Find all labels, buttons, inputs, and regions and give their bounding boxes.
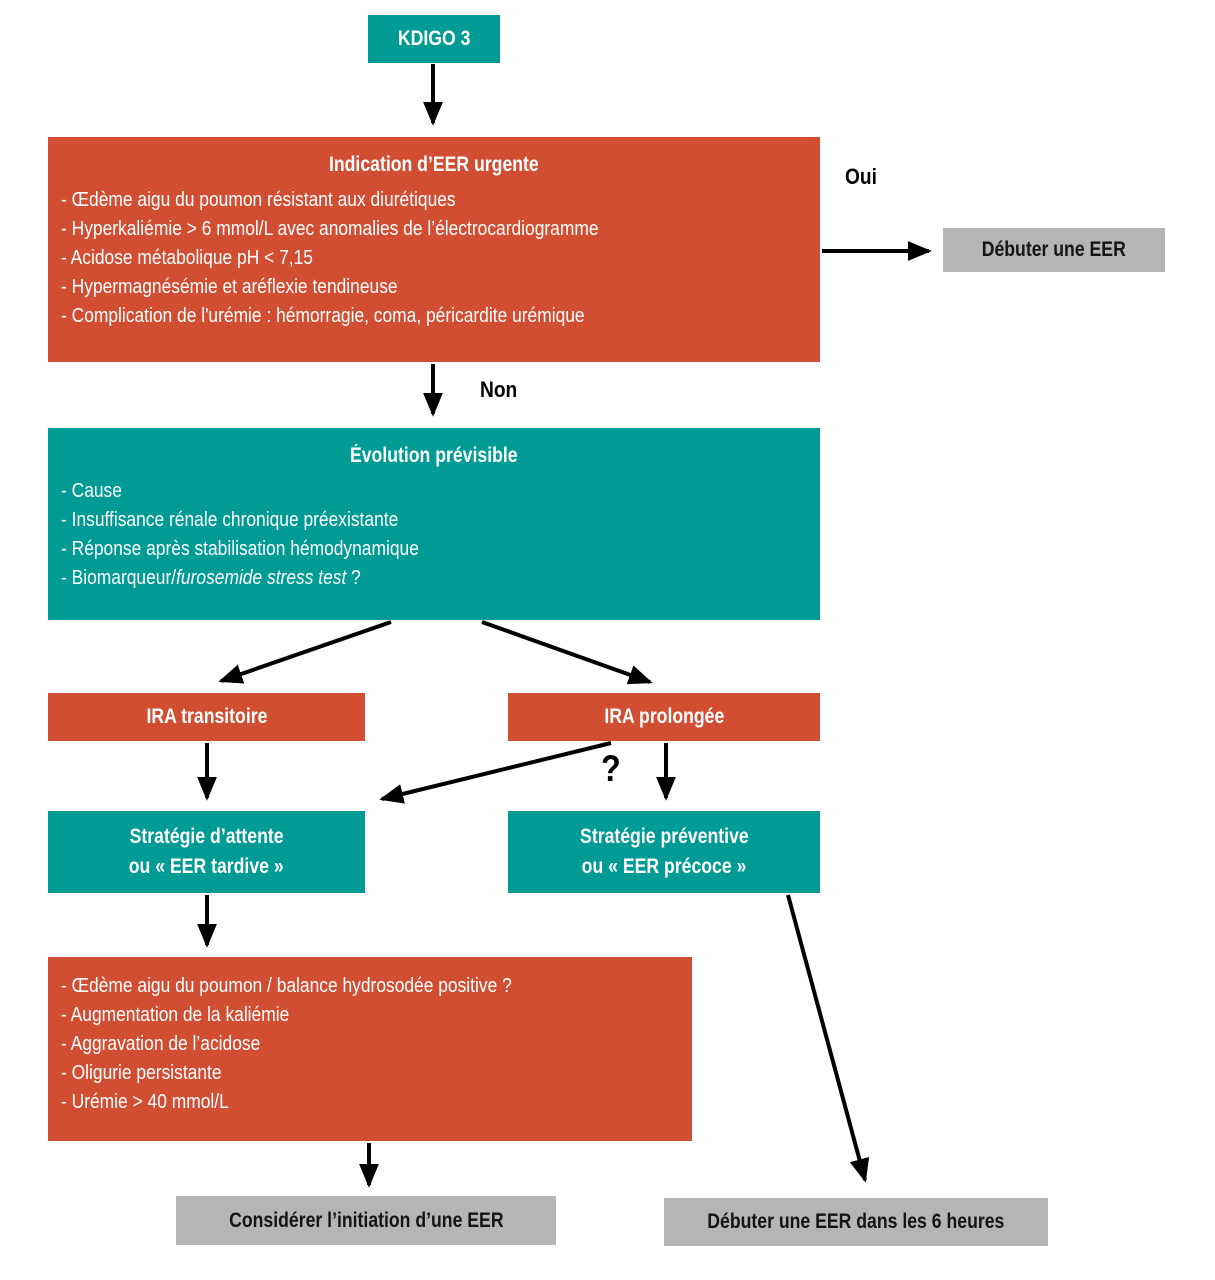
node-considerer-initiation-eer-label: Considérer l’initiation d’une EER: [228, 1208, 504, 1232]
node-evolution-list: [48, 477, 820, 593]
node-strategie-attente: [48, 811, 365, 893]
list-item: - Acidose métabolique pH < 7,15: [61, 247, 313, 269]
node-ira-prolongee-label: IRA prolongée: [604, 705, 724, 728]
list-item: - Œdème aigu du poumon / balance hydrosodée positive ?: [61, 975, 512, 997]
edge-label-oui: Oui: [845, 164, 877, 189]
node-debuter-une-eer-label: Débuter une EER: [981, 238, 1127, 261]
node-criteres-list: [48, 972, 692, 1117]
list-item: - Oligurie persistante: [61, 1062, 222, 1084]
arrow-preventive-to-debuter-6h: [788, 895, 865, 1180]
list-item: - Aggravation de l’acidose: [61, 1033, 261, 1055]
node-debuter-eer-6-heures: [664, 1198, 1048, 1246]
list-item: - Insuffisance rénale chronique préexistante: [61, 509, 399, 531]
node-ira-transitoire-label: IRA transitoire: [146, 705, 267, 728]
node-strategie-attente-line2: ou « EER tardive »: [129, 855, 284, 878]
arrow-evolution-to-ira-prolongee: [482, 622, 650, 682]
list-item: - Réponse après stabilisation hémodynamique: [61, 538, 419, 560]
list-item: - Hypermagnésémie et aréflexie tendineuse: [61, 276, 398, 298]
node-indication-list: [48, 186, 820, 331]
node-evolution-previsible: [48, 428, 820, 620]
node-kdigo-3-label: KDIGO 3: [397, 27, 471, 50]
node-evolution-title: Évolution prévisible: [350, 444, 518, 467]
node-kdigo-3: [368, 15, 500, 63]
node-indication-title: Indication d’EER urgente: [329, 153, 539, 176]
node-considerer-initiation-eer: [176, 1196, 556, 1245]
arrow-ira-prolongee-to-attente: [382, 743, 611, 799]
node-indication-eer-urgente: [48, 137, 820, 362]
node-debuter-eer-6-heures-label: Débuter une EER dans les 6 heures: [707, 1210, 1005, 1233]
edge-label-non: Non: [480, 377, 518, 402]
list-item: - Augmentation de la kaliémie: [61, 1004, 290, 1026]
node-ira-transitoire: [48, 693, 365, 741]
list-item: - Urémie > 40 mmol/L: [61, 1091, 229, 1113]
edge-label-question-mark: ?: [601, 748, 621, 789]
node-strategie-preventive-line1: Stratégie préventive: [579, 825, 749, 848]
list-item: - Complication de l'urémie : hémorragie, coma, péricardite urémique: [61, 305, 585, 327]
node-strategie-attente-line1: Stratégie d’attente: [129, 825, 284, 848]
list-item: - Hyperkaliémie > 6 mmol/L avec anomalies de l’électrocardiogramme: [61, 218, 599, 240]
arrow-evolution-to-ira-transitoire: [221, 622, 391, 681]
node-criteres-eer: [48, 957, 692, 1141]
list-item: - Cause: [61, 480, 122, 502]
node-strategie-preventive-line2: ou « EER précoce »: [581, 855, 747, 878]
node-debuter-une-eer: [943, 228, 1165, 272]
list-item: - Œdème aigu du poumon résistant aux diurétiques: [61, 189, 456, 211]
node-ira-prolongee: [508, 693, 820, 741]
node-strategie-preventive: [508, 811, 820, 893]
list-item-biomarqueur: - Biomarqueur/furosemide stress test ?: [61, 567, 361, 589]
